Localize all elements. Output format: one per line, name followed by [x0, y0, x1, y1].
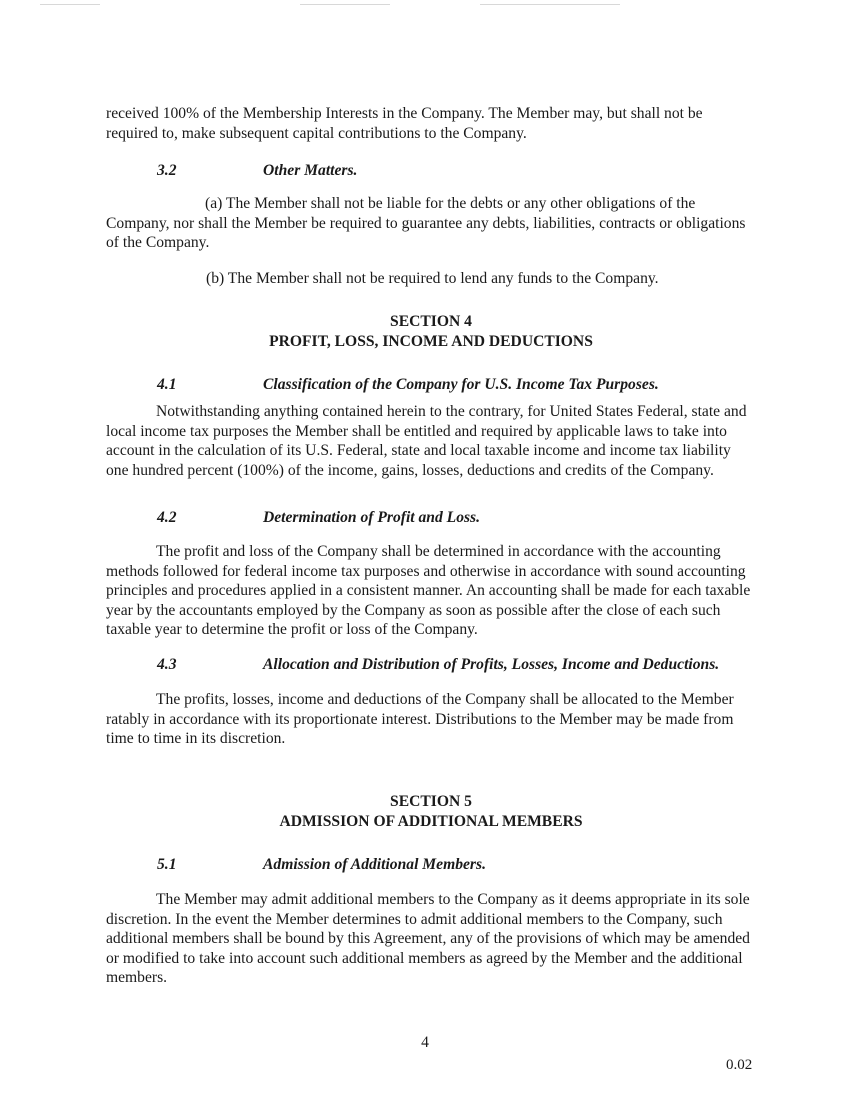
section-label: SECTION 4 — [390, 313, 472, 330]
section-title: PROFIT, LOSS, INCOME AND DEDUCTIONS — [269, 333, 593, 350]
paragraph-3-2-a: (a) The Member shall not be liable for the debts or any other obligations of the Company, nor shall the Member be required to guarantee any debts, liabilities, contracts or obligations of the Company. — [106, 195, 746, 252]
clause-number: 4.3 — [157, 656, 177, 673]
document-code: 0.02 — [726, 1057, 753, 1073]
scan-artifact — [40, 4, 100, 5]
clause-heading-5-1 — [157, 855, 486, 875]
clause-title: Determination of Profit and Loss. — [263, 509, 481, 526]
clause-title: Allocation and Distribution of Profits, Losses, Income and Deductions. — [263, 656, 720, 673]
paragraph-intro: received 100% of the Membership Interests in the Company. The Member may, but shall not be required to, make subsequent capital contributions to the Company. — [106, 105, 703, 142]
clause-heading-3-2 — [157, 161, 357, 181]
clause-title: Classification of the Company for U.S. Income Tax Purposes. — [263, 376, 659, 393]
section-label: SECTION 5 — [390, 793, 472, 810]
clause-heading-4-2 — [157, 508, 480, 528]
section-4-heading — [106, 312, 756, 352]
clause-heading-4-1 — [157, 375, 659, 395]
clause-title: Admission of Additional Members. — [263, 856, 486, 873]
clause-number: 4.1 — [157, 376, 177, 393]
clause-number: 3.2 — [157, 162, 177, 179]
page-number: 4 — [421, 1034, 429, 1051]
scan-artifact — [300, 4, 390, 5]
paragraph-5-1: The Member may admit additional members to the Company as it deems appropriate in its sole discretion. In the event the Member determines to admit additional members to the Company, such additional members shall be bound by this Agreement, any of the provisions of which may be amended or modified to take into account such additional members as agreed by the Member and the additional members. — [106, 891, 750, 987]
section-title: ADMISSION OF ADDITIONAL MEMBERS — [279, 813, 583, 830]
paragraph-3-2-b: (b) The Member shall not be required to lend any funds to the Company. — [206, 270, 659, 287]
clause-number: 4.2 — [157, 509, 177, 526]
scan-artifact — [480, 4, 620, 5]
paragraph-4-1: Notwithstanding anything contained herein to the contrary, for United States Federal, state and local income tax purposes the Member shall be entitled and required by applicable laws to take into account in the calculation of its U.S. Federal, state and local taxable income and income tax liability one hundred percent (100%) of the income, gains, losses, deductions and credits of the Company. — [106, 403, 747, 479]
clause-title: Other Matters. — [263, 162, 358, 179]
section-5-heading — [106, 792, 756, 832]
paragraph-4-2: The profit and loss of the Company shall be determined in accordance with the accounting methods followed for federal income tax purposes and otherwise in accordance with sound accounting principles and procedures applied in a consistent manner. An accounting shall be made for each taxable year by the accountants employed by the Company as soon as possible after the close of each such taxable year to determine the profit or loss of the Company. — [106, 543, 751, 639]
clause-heading-4-3 — [157, 655, 719, 675]
paragraph-4-3: The profits, losses, income and deductions of the Company shall be allocated to the Member ratably in accordance with its proportionate interest. Distributions to the Member may be made from time to time in its discretion. — [106, 691, 734, 748]
clause-number: 5.1 — [157, 856, 177, 873]
